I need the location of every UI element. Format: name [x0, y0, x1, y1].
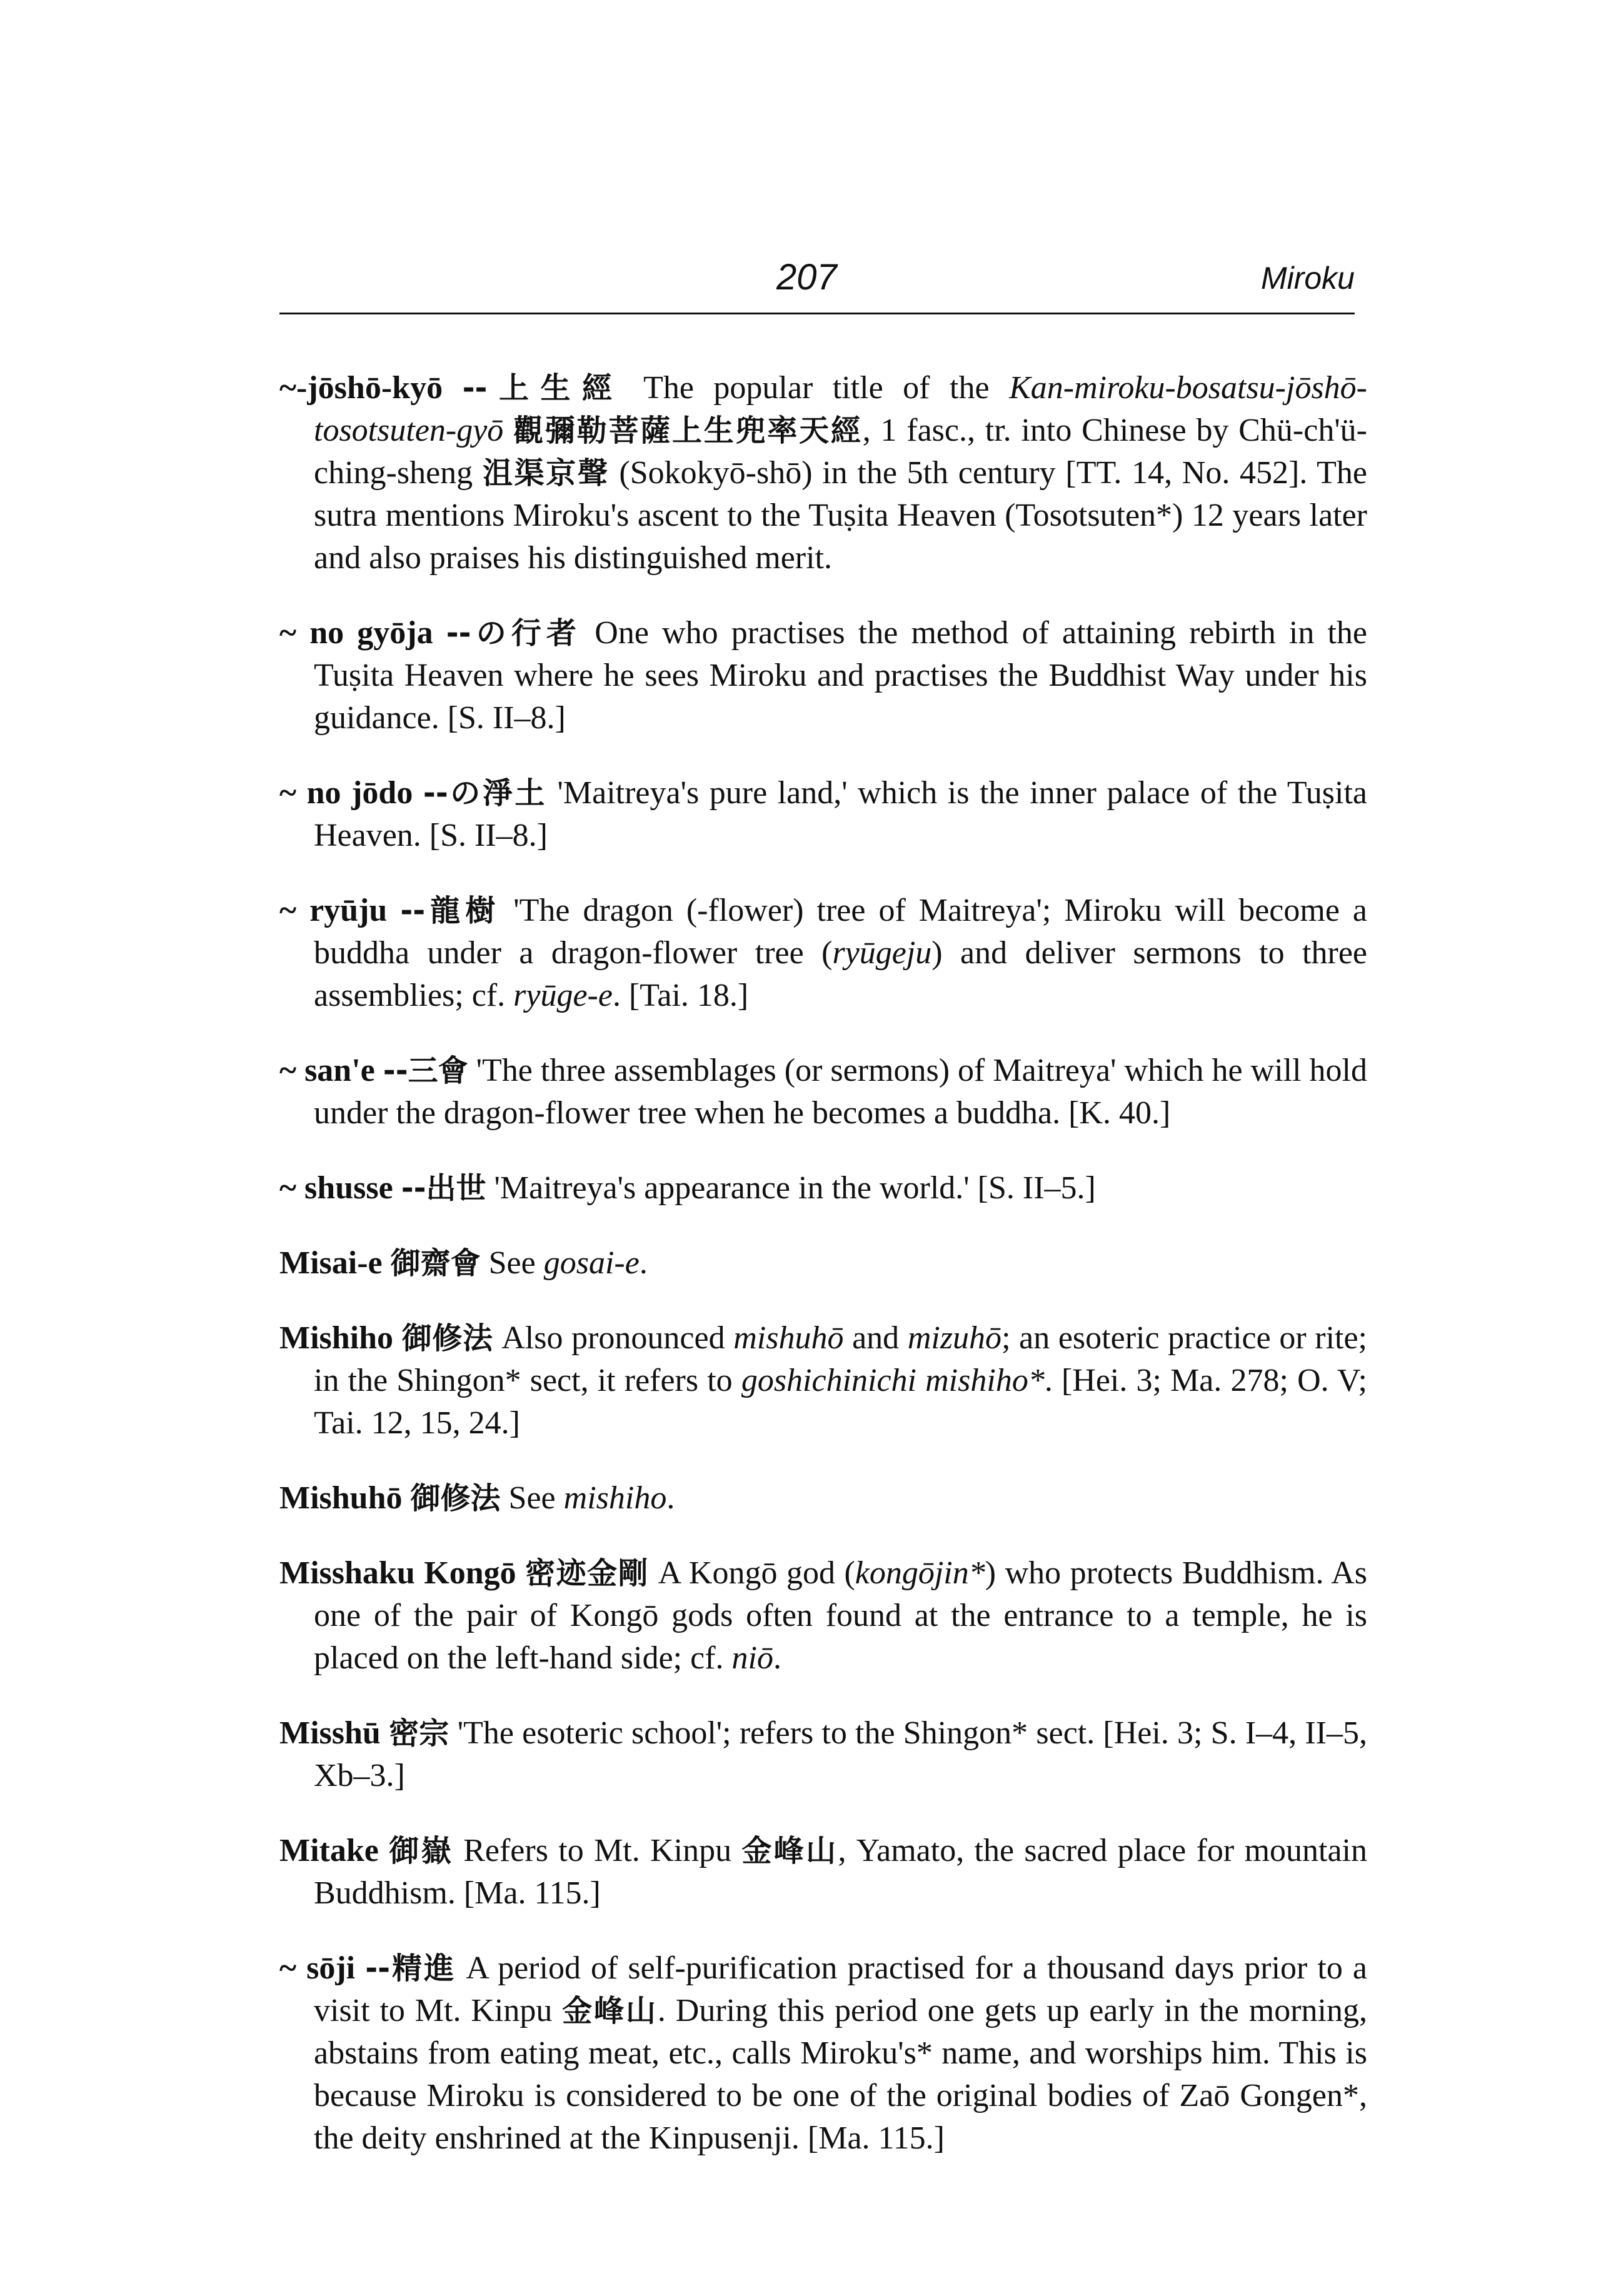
headword: no jōdo	[306, 775, 413, 811]
tilde-mark: ~	[279, 615, 297, 651]
page-number: 207	[776, 257, 837, 298]
headword: sōji	[306, 1950, 356, 1986]
inline-kanji: 金峰山	[562, 1993, 658, 2028]
definition-text: 'The three assemblages (or sermons) of Maitreya' which he will hold under the dragon-flower tree when he becomes a buddha. [K. 40.]	[314, 1053, 1367, 1131]
definition-text: The popular title of the	[643, 370, 1010, 406]
tilde-mark: ~	[279, 1053, 297, 1088]
cross-reference: gosai-e	[543, 1245, 640, 1281]
headword-kanji: --精進	[365, 1951, 456, 1986]
tilde-mark: ~	[279, 1170, 297, 1206]
italic-term: ryūgeju	[832, 935, 932, 971]
entry-mitake	[279, 1830, 1367, 1915]
headword: -jōshō-kyō	[296, 370, 443, 406]
definition-text: Refers to Mt. Kinpu	[463, 1833, 742, 1868]
tilde-mark: ~	[279, 1950, 297, 1986]
definition-text: A Kongō god (	[658, 1555, 855, 1591]
headword-kanji: --上生經	[462, 371, 624, 406]
headword: Mishuhō	[279, 1480, 403, 1516]
inline-kanji: 觀彌勒菩薩上生兜率天經	[513, 413, 863, 448]
italic-term: kongōjin*	[855, 1555, 985, 1591]
definition-text: 'Maitreya's appearance in the world.' [S. II–5.]	[494, 1170, 1096, 1206]
headword: Misai-e	[279, 1245, 383, 1281]
running-head: Miroku	[1260, 261, 1355, 296]
headword-kanji: --の淨土	[423, 776, 547, 811]
definition-text: , Yamato, the sacred place for mountain Buddhism. [Ma. 115.]	[314, 1833, 1367, 1911]
tilde-mark: ~	[279, 775, 297, 811]
definition-text: .	[639, 1245, 648, 1281]
entry-mishiho	[279, 1317, 1367, 1445]
italic-term: goshichinichi mishiho*	[741, 1363, 1045, 1398]
cross-reference: niō	[731, 1640, 773, 1676]
italic-term: ryūge-e	[513, 978, 613, 1013]
headword: no gyōja	[309, 615, 433, 651]
entry-josho-kyo	[279, 367, 1367, 579]
headword-kanji: 御修法	[410, 1481, 501, 1516]
definition-text: One who practises the method of attaining rebirth in the Tuṣita Heaven where he sees Miroku and practises the Buddhist Way under his guidance. [S. II–8.]	[314, 615, 1367, 736]
definition-text: .	[773, 1640, 781, 1676]
headword: san'e	[304, 1053, 375, 1088]
inline-kanji: 沮渠京聲	[482, 456, 610, 491]
entry-shusse	[279, 1167, 1367, 1210]
definition-text: . [Hei. 3; Ma. 278; O. V; Tai. 12, 15, 24.]	[314, 1363, 1367, 1441]
headword: shusse	[304, 1170, 393, 1206]
entry-no-gyoja	[279, 612, 1367, 739]
italic-term: mizuhō	[907, 1320, 1002, 1356]
definition-text: 'Maitreya's pure land,' which is the inner palace of the Tuṣita Heaven. [S. II–8.]	[314, 775, 1368, 853]
headword: ryūju	[309, 893, 388, 928]
entry-no-jodo	[279, 772, 1367, 857]
entry-misshu	[279, 1712, 1367, 1797]
headword-kanji: --龍樹	[400, 893, 501, 928]
italic-term: mishuhō	[733, 1320, 844, 1356]
headword: Misshū	[279, 1715, 381, 1751]
entry-ryuju	[279, 890, 1367, 1017]
definition-text: . During this period one gets up early in the morning, abstains from eating meat, etc., calls Miroku's* name, and worships him. This is because Miroku is considered to be one of the original bodies of Zaō Gongen*, the deity enshrined at the Kinpusenji. [Ma. 115.]	[314, 1993, 1367, 2156]
entry-soji	[279, 1947, 1367, 2160]
definition-text: ; an esoteric practice or rite; in the Shingon* sect, it refers to	[314, 1320, 1368, 1398]
definition-text: See	[488, 1245, 544, 1281]
headword-kanji: 御齋會	[390, 1246, 481, 1281]
entry-misai-e	[279, 1242, 1367, 1285]
entry-sane	[279, 1050, 1367, 1135]
definition-text: .	[666, 1480, 675, 1516]
definition-text: See	[508, 1480, 564, 1516]
definition-text: ) and deliver sermons to three assemblies; cf.	[314, 935, 1367, 1013]
headword-kanji: --出世	[401, 1171, 486, 1206]
headword-kanji: --の行者	[446, 616, 582, 651]
page-header	[279, 256, 1355, 314]
definition-text: (Sokokyō-shō) in the 5th century [TT. 14, No. 452]. The sutra mentions Miroku's ascent to the Tuṣita Heaven (Tosotsuten*) 12 years later and also praises his distinguished merit.	[314, 455, 1367, 576]
headword-kanji: 密迹金剛	[525, 1556, 650, 1591]
tilde-mark: ~	[279, 370, 297, 406]
headword-kanji: 御嶽	[389, 1833, 453, 1868]
definition-text: 'The dragon (-flower) tree of Maitreya'; Miroku will become a buddha under a dragon-flower tree (	[314, 893, 1368, 971]
definition-text: ) who protects Buddhism. As one of the pair of Kongō gods often found at the entrance to a temple, he is placed on the left-hand side; cf.	[314, 1555, 1367, 1676]
entry-misshaku-kongo	[279, 1552, 1367, 1680]
headword-kanji: --三會	[383, 1053, 468, 1088]
tilde-mark: ~	[279, 893, 297, 928]
definition-text: 'The esoteric school'; refers to the Shingon* sect. [Hei. 3; S. I–4, II–5, Xb–3.]	[314, 1715, 1367, 1793]
headword: Mishiho	[279, 1320, 394, 1356]
headword-kanji: 御修法	[401, 1321, 493, 1356]
definition-text: A period of self-purification practised for a thousand days prior to a visit to Mt. Kinpu	[314, 1950, 1368, 2028]
cross-reference: mishiho	[563, 1480, 667, 1516]
entry-mishuho	[279, 1477, 1367, 1520]
definition-text: and	[843, 1320, 908, 1356]
dictionary-entries	[279, 334, 1367, 2168]
definition-text: , 1 fasc., tr. into Chinese by Chü-ch'ü-ching-sheng	[314, 413, 1367, 491]
headword: Misshaku Kongō	[279, 1555, 516, 1591]
italic-term: Kan-miroku-bosatsu-jōshō-tosotsuten-gyō	[314, 370, 1368, 448]
headword-kanji: 密宗	[389, 1716, 449, 1751]
inline-kanji: 金峰山	[741, 1833, 838, 1868]
definition-text: Also pronounced	[501, 1320, 734, 1356]
definition-text: . [Tai. 18.]	[612, 978, 749, 1013]
headword: Mitake	[279, 1833, 379, 1868]
